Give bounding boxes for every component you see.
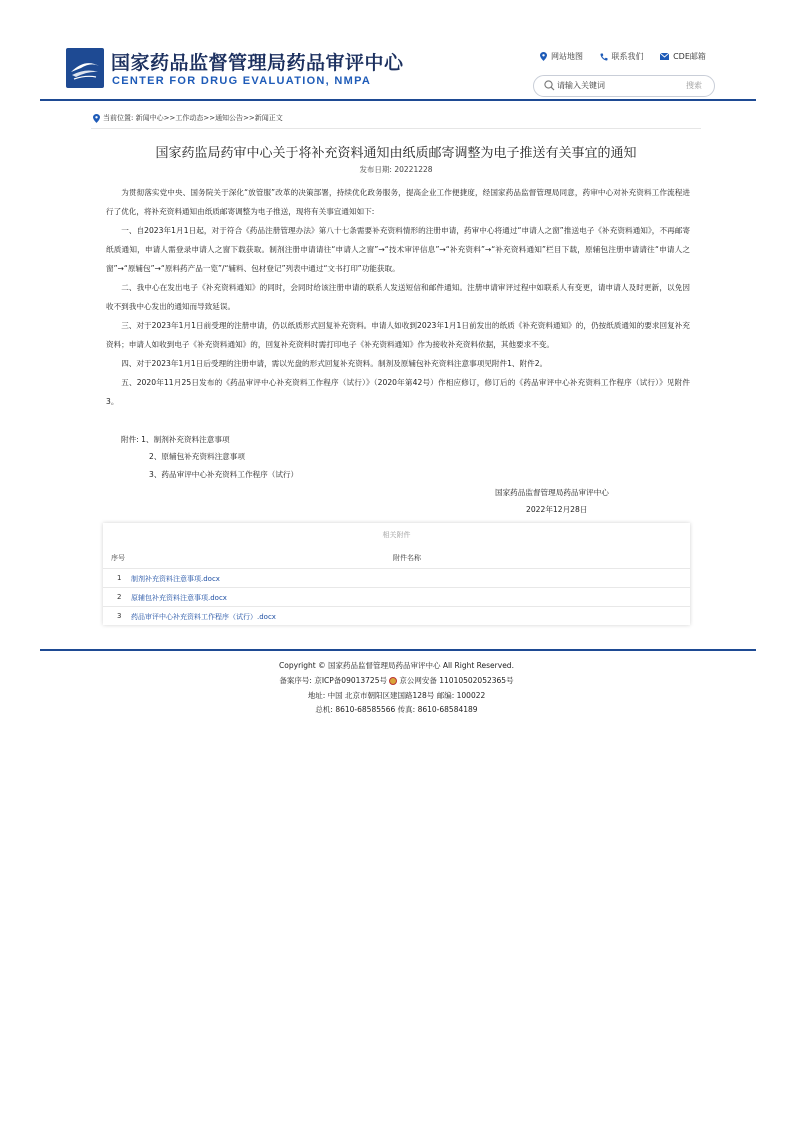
table-row <box>103 568 690 588</box>
breadcrumb-work-updates[interactable]: 工作动态 <box>175 114 204 122</box>
phone-icon <box>600 53 608 61</box>
col-header-no: 序号 <box>111 554 125 562</box>
signature-org: 国家药品监督管理局药品审评中心 <box>495 488 609 497</box>
contact-link[interactable] <box>600 51 644 62</box>
files-header-row <box>103 550 690 568</box>
sitemap-label: 网站地图 <box>551 52 583 61</box>
file-link[interactable]: 制剂补充资料注意事项.docx <box>131 575 220 583</box>
search-box <box>533 75 715 97</box>
top-links <box>540 51 720 62</box>
breadcrumb-separator: >> <box>163 114 176 122</box>
article-body <box>106 183 690 411</box>
mail-link[interactable] <box>660 51 706 62</box>
body-paragraph: 为贯彻落实党中央、国务院关于深化“放管服”改革的决策部署，持续优化政务服务，提高企业工作便捷度，经国家药品监督管理局同意，药审中心对补充资料工作流程进行了优化，将补充资料通知由纸质邮寄调整为电子推送，现将有关事宜通知如下: <box>106 188 690 216</box>
breadcrumb <box>93 113 283 123</box>
body-paragraph: 四、对于2023年1月1日后受理的注册申请，需以光盘的形式回复补充资料。制剂及原辅包补充资料注意事项见附件1、附件2。 <box>121 359 548 368</box>
breadcrumb-label: 当前位置: <box>103 114 134 122</box>
mail-icon <box>660 53 669 60</box>
attachments-label: 附件: <box>121 435 139 444</box>
footer-divider <box>40 649 756 651</box>
police-link[interactable]: 京公网安备 11010502052365号 <box>399 676 514 685</box>
article-title: 国家药监局药审中心关于将补充资料通知由纸质邮寄调整为电子推送有关事宜的通知 <box>155 146 637 161</box>
search-input[interactable] <box>557 78 665 92</box>
body-paragraph: 五、2020年11月25日发布的《药品审评中心补充资料工作程序（试行）》（2020年第42号）作相应修订，修订后的《药品审评中心补充资料工作程序（试行）》见附件3。 <box>106 378 690 406</box>
site-title: 国家药品监督管理局药品审评中心 <box>111 52 404 74</box>
cde-logo[interactable] <box>66 48 104 88</box>
search-icon <box>544 80 555 91</box>
header-divider <box>40 99 756 101</box>
attachment-item: 1、制剂补充资料注意事项 <box>141 435 230 444</box>
breadcrumb-article[interactable]: 新闻正文 <box>254 114 283 122</box>
sitemap-link[interactable] <box>540 51 583 62</box>
breadcrumb-divider <box>91 128 701 129</box>
attachment-item: 3、药品审评中心补充资料工作程序（试行） <box>149 470 299 479</box>
attachment-item: 2、原辅包补充资料注意事项 <box>149 452 245 461</box>
body-paragraph: 二、我中心在发出电子《补充资料通知》的同时，会同时给该注册申请的联系人发送短信和邮件通知。注册申请审评过程中如联系人有变更，请申请人及时更新，以免因收不到我中心发出的通知而导致延误。 <box>106 283 690 311</box>
contact-label: 联系我们 <box>611 52 644 61</box>
police-badge-icon <box>389 677 397 685</box>
site-subtitle: CENTER FOR DRUG EVALUATION, NMPA <box>112 75 372 87</box>
site-header <box>0 0 793 103</box>
row-number: 2 <box>117 593 122 601</box>
publish-date <box>91 164 701 175</box>
breadcrumb-separator: >> <box>243 114 255 122</box>
breadcrumb-separator: >> <box>203 114 216 122</box>
signature-date: 2022年12月28日 <box>526 505 588 514</box>
footer-phone: 总机: 8610-68585566 传真: 8610-68584189 <box>315 705 478 714</box>
file-link[interactable]: 药品审评中心补充资料工作程序（试行）.docx <box>131 613 276 621</box>
footer-registration <box>0 675 793 686</box>
location-pin-icon <box>540 52 547 61</box>
breadcrumb-news-center[interactable]: 新闻中心 <box>135 114 164 122</box>
footer-address: 地址: 中国 北京市朝阳区建国路128号 邮编: 100022 <box>307 691 486 700</box>
row-number: 3 <box>117 612 122 620</box>
location-pin-icon <box>93 114 100 123</box>
col-header-name: 附件名称 <box>393 554 421 562</box>
file-link[interactable]: 原辅包补充资料注意事项.docx <box>131 594 227 602</box>
row-number: 1 <box>117 574 122 582</box>
footer-copyright: Copyright © 国家药品监督管理局药品审评中心 All Right Reserved. <box>279 661 514 670</box>
table-row <box>103 587 690 607</box>
related-files-panel <box>103 523 690 625</box>
table-row <box>103 606 690 626</box>
attachments-line-1 <box>121 434 230 445</box>
icp-link[interactable]: 备案序号: 京ICP备09013725号 <box>279 676 387 685</box>
publish-date-label: 发布日期: <box>359 165 392 174</box>
files-title: 相关附件 <box>382 531 411 539</box>
mail-label: CDE邮箱 <box>673 52 706 61</box>
body-paragraph: 三、对于2023年1月1日前受理的注册申请，仍以纸质形式回复补充资料。申请人如收到2023年1月1日前发出的纸质《补充资料通知》的，仍按纸质通知的要求回复补充资料；申请人如收到电子《补充资料通知》的，回复补充资料时需打印电子《补充资料通知》作为接收补充资料依据，其他要求不变。 <box>106 321 690 349</box>
body-paragraph: 一、自2023年1月1日起，对于符合《药品注册管理办法》第八十七条需要补充资料情形的注册申请，药审中心将通过“申请人之窗”推送电子《补充资料通知》，不再邮寄纸质通知，申请人需登录申请人之窗下载获取。制剂注册申请请往“申请人之窗”→“技术审评信息”→“补充资料”→“补充资料通知”栏目下载，原辅包注册申请请往“申请人之窗”→“原辅包”→“原料药产品一览”/“辅料、包材登记”列表中通过“文书打印”功能获取。 <box>106 226 690 273</box>
breadcrumb-notices[interactable]: 通知公告 <box>215 114 244 122</box>
publish-date-value: 20221228 <box>394 165 433 174</box>
search-button[interactable]: 搜索 <box>686 81 702 90</box>
